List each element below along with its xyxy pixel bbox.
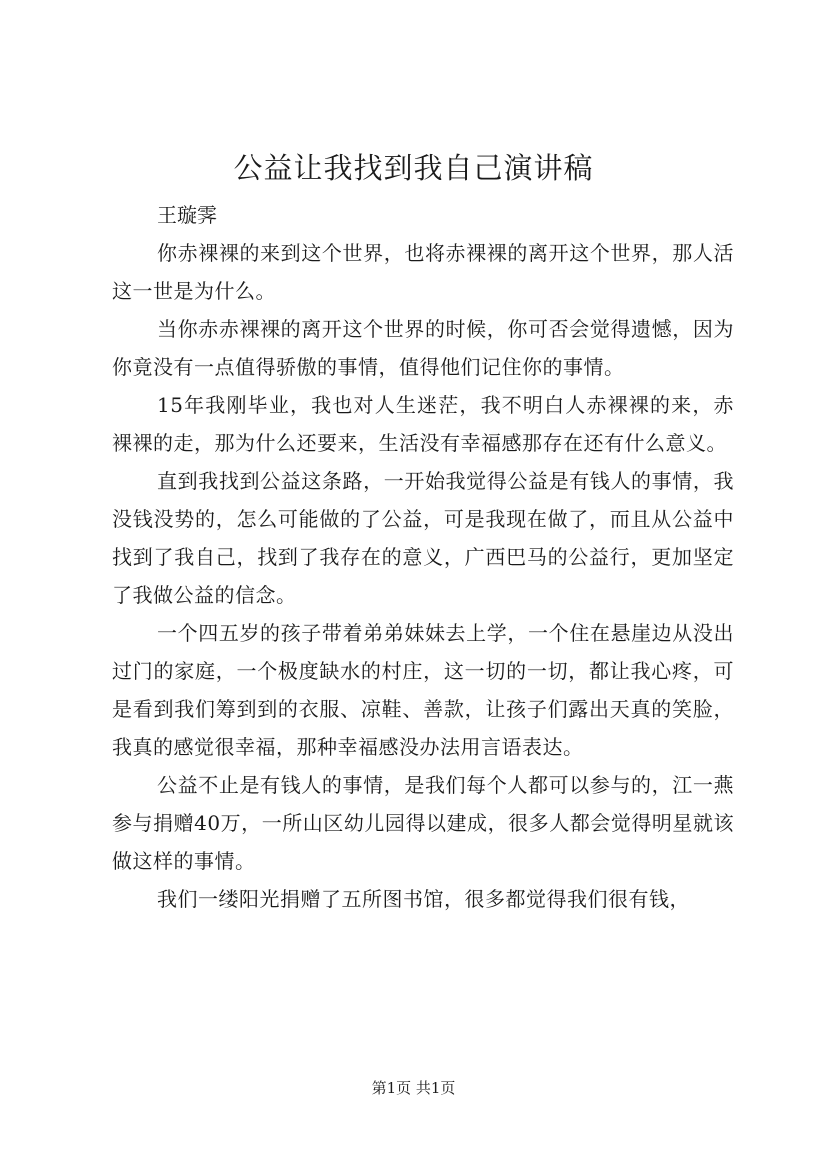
paragraph: 公益不止是有钱人的事情，是我们每个人都可以参与的，江一燕参与捐赠40万，一所山区幼儿园得以建成，很多人都会觉得明星就该做这样的事情。: [112, 773, 734, 873]
paragraph: 一个四五岁的孩子带着弟弟妹妹去上学，一个住在悬崖边从没出过门的家庭，一个极度缺水的村庄，这一切的一切，都让我心疼，可是看到我们筹到到的衣服、凉鞋、善款，让孩子们露出天真的笑脸，我真的感觉很幸福，那种幸福感没办法用言语表达。: [112, 621, 734, 759]
author-name: 王璇霁: [157, 203, 217, 227]
document-body: [112, 196, 734, 918]
paragraph: 当你赤赤裸裸的离开这个世界的时候，你可否会觉得遗憾，因为你竟没有一点值得骄傲的事情，值得他们记住你的事情。: [112, 317, 734, 379]
page-footer: 第1页 共1页: [371, 1079, 456, 1097]
paragraph: 直到我找到公益这条路，一开始我觉得公益是有钱人的事情，我没钱没势的，怎么可能做的了公益，可是我现在做了，而且从公益中找到了我自己，找到了我存在的意义，广西巴马的公益行，更加坚定了我做公益的信念。: [112, 469, 734, 607]
paragraph: 我们一缕阳光捐赠了五所图书馆，很多都觉得我们很有钱，: [157, 887, 690, 911]
paragraph: 你赤裸裸的来到这个世界，也将赤裸裸的离开这个世界，那人活这一世是为什么。: [112, 241, 734, 303]
document-title: 公益让我找到我自己演讲稿: [233, 151, 594, 185]
paragraph: 15年我刚毕业，我也对人生迷茫，我不明白人赤裸裸的来，赤裸裸的走，那为什么还要来，生活没有幸福感那存在还有什么意义。: [112, 393, 734, 455]
